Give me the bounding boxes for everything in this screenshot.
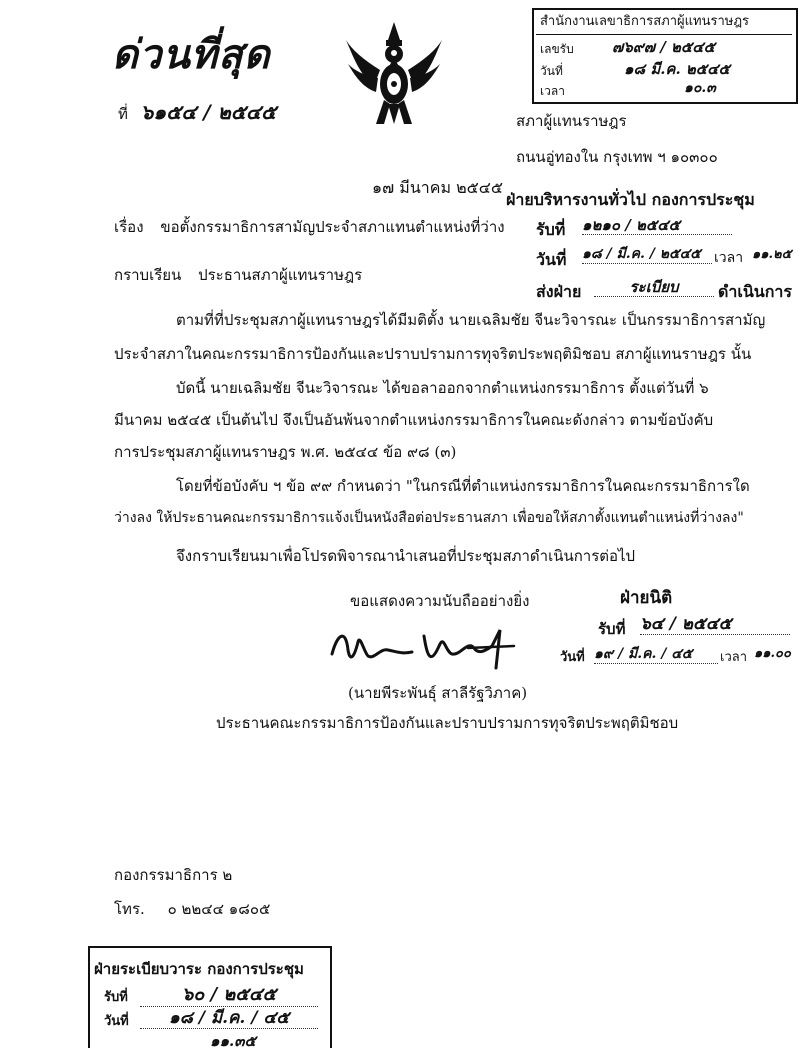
secretariat-time-value: ๑๐.๓ bbox=[684, 80, 716, 96]
footer-phone-value: ๐ ๒๒๔๔ ๑๘๐๕ bbox=[167, 900, 271, 918]
doc-number-label: ที่ bbox=[118, 105, 128, 123]
body-paragraph-2-line-2: มีนาคม ๒๕๔๕ เป็นต้นไป จึงเป็นอันพ้นจากตำแหน่งกรรมาธิการในคณะดังกล่าว ตามข้อบังคับ bbox=[114, 411, 714, 429]
urgency-mark: ด่วนที่สุด bbox=[112, 31, 271, 78]
admin-time-value: ๑๑.๒๕ bbox=[752, 247, 792, 262]
legal-date-label: วันที่ bbox=[560, 650, 585, 665]
sender-address: ถนนอู่ทองใน กรุงเทพ ฯ ๑๐๓๐๐ bbox=[516, 148, 718, 166]
closing: ขอแสดงความนับถืออย่างยิ่ง bbox=[350, 592, 530, 610]
salutation-line bbox=[114, 266, 362, 284]
secretariat-date-value: ๑๘ มี.ค. ๒๕๔๕ bbox=[624, 60, 730, 78]
body-paragraph-1-line-1: ตามที่ที่ประชุมสภาผู้แทนราษฎรได้มีมติตั้ง นายเฉลิมชัย จีนะวิจารณะ เป็นกรรมาธิการสามัญ bbox=[176, 311, 766, 329]
agenda-recv-label: รับที่ bbox=[104, 990, 128, 1005]
admin-stamp bbox=[506, 190, 798, 308]
secretariat-date-label: วันที่ bbox=[540, 64, 563, 78]
secretariat-reg-value: ๗๖๙๗ / ๒๕๔๕ bbox=[612, 38, 715, 56]
subject-label: เรื่อง bbox=[114, 218, 144, 236]
garuda-emblem-icon bbox=[344, 20, 444, 130]
legal-recv-value: ๖๔ / ๒๕๔๕ bbox=[640, 614, 790, 635]
agenda-stamp-title: ฝ่ายระเบียบวาระ กองการประชุม bbox=[94, 960, 304, 978]
body-paragraph-1-line-2: ประจำสภาในคณะกรรมาธิการป้องกันและปราบปรามการทุจริตประพฤติมิชอบ สภาผู้แทนราษฎร นั้น bbox=[114, 345, 752, 363]
agenda-recv-value: ๖๐ / ๒๕๔๕ bbox=[140, 984, 318, 1007]
admin-date-label: วันที่ bbox=[536, 250, 567, 269]
agenda-date-value: ๑๘ / มี.ค. / ๔๕ bbox=[140, 1008, 318, 1029]
doc-number bbox=[118, 100, 276, 124]
legal-recv-label: รับที่ bbox=[598, 620, 626, 638]
document-date: ๑๗ มีนาคม ๒๕๔๕ bbox=[372, 178, 503, 197]
agenda-stamp bbox=[88, 946, 332, 1048]
secretariat-stamp-title: สำนักงานเลขาธิการสภาผู้แทนราษฎร bbox=[540, 14, 750, 29]
subject-line bbox=[114, 218, 505, 236]
footer-phone bbox=[114, 900, 270, 918]
admin-to-label: ส่งฝ่าย bbox=[536, 282, 582, 301]
signer-position: ประธานคณะกรรมาธิการป้องกันและปราบปรามการทุจริตประพฤติมิชอบ bbox=[216, 714, 679, 732]
legal-time-label: เวลา bbox=[720, 650, 748, 665]
secretariat-time-label: เวลา bbox=[540, 84, 565, 98]
legal-time-value: ๑๑.๐๐ bbox=[754, 646, 791, 661]
admin-recv-label: รับที่ bbox=[536, 220, 566, 239]
subject-text: ขอตั้งกรรมาธิการสามัญประจำสภาแทนตำแหน่งที่ว่าง bbox=[160, 218, 505, 236]
legal-stamp-title: ฝ่ายนิติ bbox=[620, 588, 673, 608]
admin-stamp-title: ฝ่ายบริหารงานทั่วไป กองการประชุม bbox=[506, 190, 755, 209]
secretariat-stamp bbox=[532, 8, 798, 104]
agenda-date-label: วันที่ bbox=[104, 1014, 129, 1029]
admin-to-value: ระเบียบ bbox=[594, 278, 714, 297]
sender-org: สภาผู้แทนราษฎร bbox=[516, 112, 627, 130]
agenda-time-value: ๑๑.๓๕ bbox=[210, 1032, 256, 1050]
secretariat-reg-label: เลขรับ bbox=[540, 42, 574, 56]
admin-action-label: ดำเนินการ bbox=[718, 282, 792, 301]
body-paragraph-4: จึงกราบเรียนมาเพื่อโปรดพิจารณานำเสนอที่ประชุมสภาดำเนินการต่อไป bbox=[176, 547, 636, 565]
doc-number-value: ๖๑๕๔ / ๒๕๔๕ bbox=[140, 100, 277, 124]
body-paragraph-3-line-2: ว่างลง ให้ประธานคณะกรรมาธิการแจ้งเป็นหนังสือต่อประธานสภา เพื่อขอให้สภาตั้งแทนตำแหน่งที่ว่างลง" bbox=[114, 510, 744, 526]
footer-phone-label: โทร. bbox=[114, 900, 145, 918]
body-paragraph-3-line-1: โดยที่ข้อบังคับ ฯ ข้อ ๙๙ กำหนดว่า "ในกรณีที่ตำแหน่งกรรมาธิการในคณะกรรมาธิการใด bbox=[176, 477, 750, 495]
admin-date-value: ๑๘ / มี.ค. / ๒๕๔๕ bbox=[582, 246, 712, 264]
body-paragraph-2-line-3: การประชุมสภาผู้แทนราษฎร พ.ศ. ๒๕๔๔ ข้อ ๙๘ (๓) bbox=[114, 443, 457, 461]
handwritten-signature bbox=[328, 622, 518, 672]
admin-time-label: เวลา bbox=[714, 250, 744, 266]
salutation-label: กราบเรียน bbox=[114, 266, 182, 284]
footer-department: กองกรรมาธิการ ๒ bbox=[114, 866, 233, 884]
signer-name: (นายพีระพันธุ์ สาลีรัฐวิภาค) bbox=[348, 684, 528, 702]
body-paragraph-2-line-1: บัดนี้ นายเฉลิมชัย จีนะวิจารณะ ได้ขอลาออกจากตำแหน่งกรรมาธิการ ตั้งแต่วันที่ ๖ bbox=[176, 379, 709, 397]
admin-recv-value: ๑๒๑๐ / ๒๕๔๕ bbox=[582, 216, 732, 235]
legal-stamp bbox=[560, 588, 796, 674]
legal-date-value: ๑๙ / มี.ค. / ๔๕ bbox=[594, 646, 718, 664]
salutation-text: ประธานสภาผู้แทนราษฎร bbox=[198, 266, 363, 284]
